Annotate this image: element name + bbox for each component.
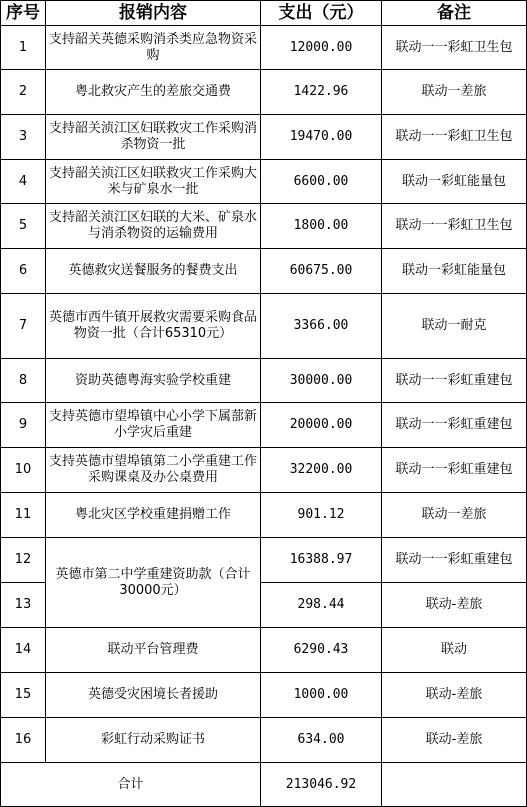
row-amount: 1800.00	[261, 204, 382, 249]
header-content: 报销内容	[46, 1, 261, 26]
row-amount: 634.00	[261, 718, 382, 763]
table-row	[1, 673, 527, 718]
table-row	[1, 115, 527, 160]
row-content: 支持韶关浈江区妇联的大米、矿泉水与消杀物资的运输费用	[46, 204, 261, 249]
header-seq: 序号	[1, 1, 46, 26]
table-row	[1, 294, 527, 359]
row-seq: 5	[1, 204, 46, 249]
row-content: 粤北灾区学校重建捐赠工作	[46, 493, 261, 538]
row-remark: 联动一彩虹能量包	[382, 160, 527, 204]
table-row	[1, 249, 527, 294]
row-seq: 8	[1, 359, 46, 403]
row-remark: 联动一一彩虹重建包	[382, 359, 527, 403]
header-amount: 支出（元）	[261, 1, 382, 26]
row-remark: 联动一一彩虹重建包	[382, 538, 527, 583]
header-remark: 备注	[382, 1, 527, 26]
row-content: 支持韶关浈江区妇联救灾工作采购大米与矿泉水一批	[46, 160, 261, 204]
row-amount: 6290.43	[261, 628, 382, 673]
row-content: 英德市第二中学重建资助款（合计30000元）	[46, 538, 261, 628]
row-content: 支持韶关英德采购消杀类应急物资采购	[46, 26, 261, 70]
row-seq: 2	[1, 70, 46, 115]
row-remark: 联动一一彩虹卫生包	[382, 26, 527, 70]
table-row	[1, 26, 527, 70]
row-amount: 12000.00	[261, 26, 382, 70]
row-content: 英德市西牛镇开展救灾需要采购食品物资一批（合计65310元）	[46, 294, 261, 359]
row-seq: 1	[1, 26, 46, 70]
row-amount: 16388.97	[261, 538, 382, 583]
row-remark: 联动一一彩虹重建包	[382, 403, 527, 448]
row-content: 英德救灾送餐服务的餐费支出	[46, 249, 261, 294]
row-amount: 20000.00	[261, 403, 382, 448]
row-remark: 联动一一彩虹重建包	[382, 448, 527, 493]
row-amount: 32200.00	[261, 448, 382, 493]
row-seq: 12	[1, 538, 46, 583]
table-row	[1, 204, 527, 249]
row-content: 英德受灾困境长者援助	[46, 673, 261, 718]
table-row	[1, 628, 527, 673]
row-remark: 联动一一彩虹卫生包	[382, 204, 527, 249]
table-row	[1, 359, 527, 403]
row-amount: 901.12	[261, 493, 382, 538]
total-row	[1, 763, 527, 807]
row-content: 彩虹行动采购证书	[46, 718, 261, 763]
row-remark: 联动一耐克	[382, 294, 527, 359]
row-remark: 联动	[382, 628, 527, 673]
row-amount: 19470.00	[261, 115, 382, 160]
total-label: 合计	[1, 763, 261, 807]
row-remark: 联动一差旅	[382, 70, 527, 115]
table-row	[1, 403, 527, 448]
row-seq: 10	[1, 448, 46, 493]
row-content: 联动平台管理费	[46, 628, 261, 673]
total-remark	[382, 763, 527, 807]
row-remark: 联动-差旅	[382, 673, 527, 718]
row-seq: 7	[1, 294, 46, 359]
row-amount: 1422.96	[261, 70, 382, 115]
row-content: 支持英德市望埠镇第二小学重建工作采购课桌及办公桌费用	[46, 448, 261, 493]
row-seq: 9	[1, 403, 46, 448]
row-amount: 3366.00	[261, 294, 382, 359]
row-seq: 16	[1, 718, 46, 763]
row-amount: 298.44	[261, 583, 382, 628]
row-seq: 13	[1, 583, 46, 628]
table-row	[1, 538, 527, 583]
row-content: 资助英德粤海实验学校重建	[46, 359, 261, 403]
row-remark: 联动一一彩虹卫生包	[382, 115, 527, 160]
table-row	[1, 160, 527, 204]
row-content: 支持韶关浈江区妇联救灾工作采购消杀物资一批	[46, 115, 261, 160]
row-content: 支持英德市望埠镇中心小学下属蔀新小学灾后重建	[46, 403, 261, 448]
row-amount: 30000.00	[261, 359, 382, 403]
row-seq: 3	[1, 115, 46, 160]
row-content: 粤北救灾产生的差旅交通费	[46, 70, 261, 115]
row-amount: 6600.00	[261, 160, 382, 204]
total-amount: 213046.92	[261, 763, 382, 807]
row-amount: 1000.00	[261, 673, 382, 718]
table-row	[1, 448, 527, 493]
row-amount: 60675.00	[261, 249, 382, 294]
table-row	[1, 70, 527, 115]
row-remark: 联动一差旅	[382, 493, 527, 538]
row-seq: 14	[1, 628, 46, 673]
header-row	[1, 1, 527, 26]
row-remark: 联动-差旅	[382, 583, 527, 628]
row-seq: 4	[1, 160, 46, 204]
table-row	[1, 493, 527, 538]
row-remark: 联动一彩虹能量包	[382, 249, 527, 294]
table-row	[1, 718, 527, 763]
row-seq: 15	[1, 673, 46, 718]
row-remark: 联动-差旅	[382, 718, 527, 763]
row-seq: 11	[1, 493, 46, 538]
row-seq: 6	[1, 249, 46, 294]
